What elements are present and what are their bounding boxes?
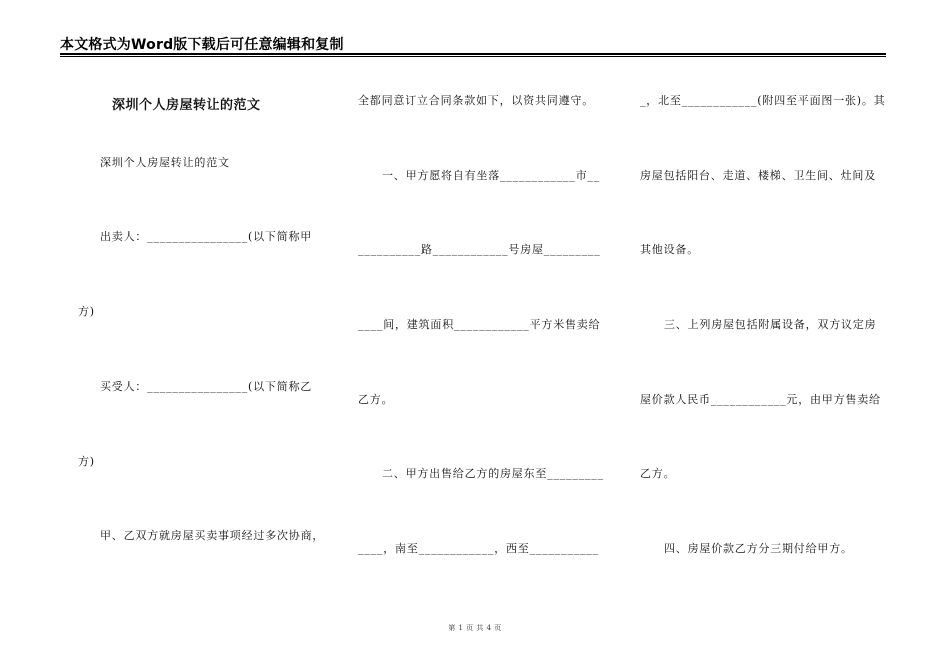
paragraph-line: 二、甲方出售给乙方的房屋东至_________ (382, 467, 604, 480)
column-2 (358, 0, 608, 672)
paragraph-line: 四、房屋价款乙方分三期付给甲方。 (664, 542, 853, 555)
paragraph-line: 方) (78, 305, 95, 318)
paragraph-line: 乙方。 (640, 467, 676, 480)
paragraph-line: 其他设备。 (640, 243, 699, 256)
paragraph-line: 房屋包括阳台、走道、楼梯、卫生间、灶间及 (640, 169, 876, 182)
column-1 (78, 0, 328, 672)
column-3 (640, 0, 890, 672)
paragraph-line: __________路____________号房屋_________ (358, 243, 601, 256)
paragraph-line: 三、上列房屋包括附属设备，双方议定房 (664, 318, 877, 331)
paragraph-line: 深圳个人房屋转让的范文 (100, 156, 230, 169)
paragraph-line: ____，南至____________，西至___________ (358, 542, 599, 555)
page-number: 第 1 页 共 4 页 (448, 624, 502, 632)
paragraph-line: 出卖人：________________(以下简称甲 (100, 230, 313, 243)
paragraph-line: 甲、乙双方就房屋买卖事项经过多次协商， (100, 529, 325, 542)
paragraph-line: ____间，建筑面积____________平方米售卖给 (358, 318, 601, 331)
paragraph-line: 全都同意订立合同条款如下，以资共同遵守。 (358, 94, 594, 107)
paragraph-line: 一、甲方愿将自有坐落____________市__ (382, 169, 600, 182)
paragraph-line: 方) (78, 455, 95, 468)
paragraph-line: 买受人：________________(以下简称乙 (100, 380, 313, 393)
paragraph-line: 乙方。 (358, 393, 394, 406)
header-text: 本文格式为Word版下载后可任意编辑和复制 (60, 37, 344, 53)
paragraph-line: _，北至____________(附四至平面图一张)。其 (640, 94, 886, 107)
document-title: 深圳个人房屋转让的范文 (112, 98, 261, 113)
paragraph-line: 屋价款人民币____________元，由甲方售卖给 (640, 393, 881, 406)
